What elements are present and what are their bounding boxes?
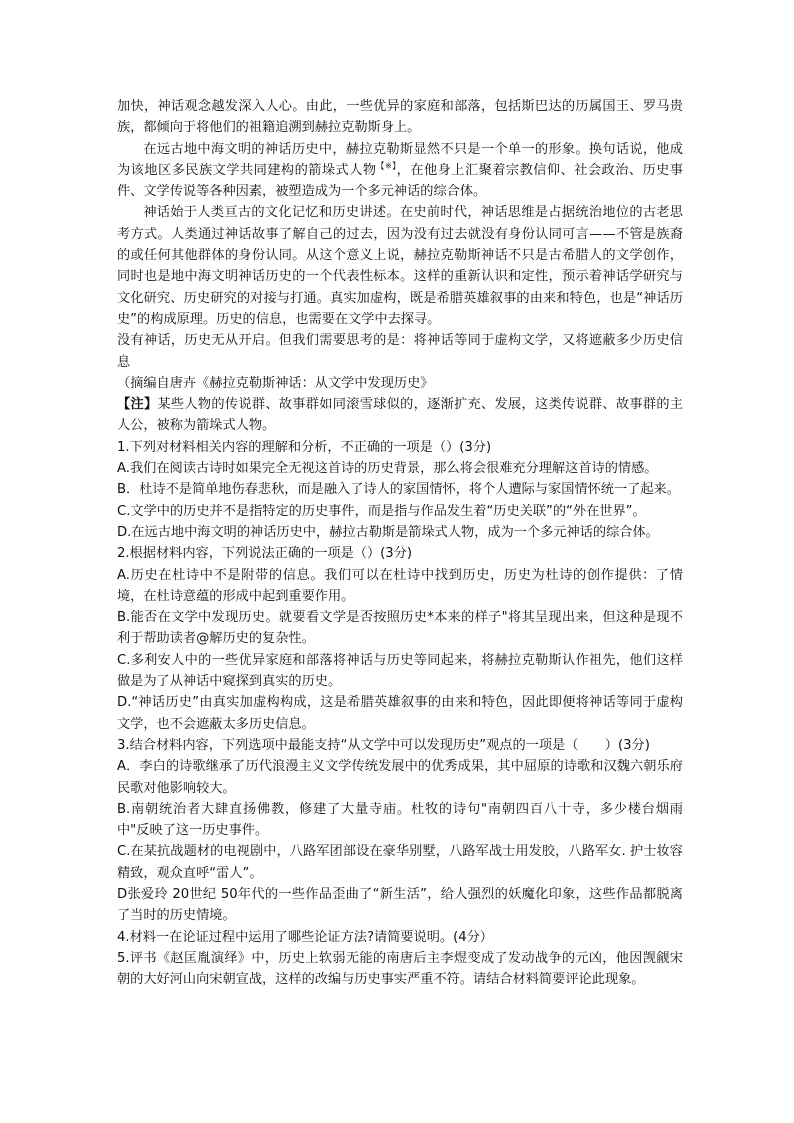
passage-paragraph-0: 加快，神话观念越发深入人心。由此，一些优异的家庭和部落，包括斯巴达的历属国王、罗马贵族，都倾向于将他们的祖籍追溯到赫拉克勒斯身上。 <box>117 99 683 136</box>
question-5: 5.评书《赵匡胤演绎》中，历史上软弱无能的南唐后主李煜变成了发动战争的元凶，他因觊觎宋朝的大好河山向宋朝宣战，这样的改编与历史事实严重不符。请结合材料简要评论此现象。 <box>117 950 683 988</box>
question-2-option-a: A.历史在杜诗中不是附带的信息。我们可以在杜诗中找到历史，历史为杜诗的创作提供：了情境，在杜诗意蕴的形成中起到重要作用。 <box>117 567 683 604</box>
question-1-option-c: C.文学中的历史并不是指特定的历史事件，而是指与作品发生着“历史关联”的“外在世界”。 <box>117 503 646 519</box>
question-1-stem: 1.下列对材料相关内容的理解和分析，不正确的一项是（）(3分) <box>117 439 492 455</box>
passage-source: （摘编自唐卉《赫拉克勒斯神话：从文学中发现历史》 <box>117 375 434 391</box>
passage-paragraph-2: 神话始于人类亘古的文化记忆和历史讲述。在史前时代，神话思维是占据统治地位的古老思考方式。人类通过神话故事了解自己的过去，因为没有过去就没有身份认同可言——不管是族裔的或任何其他群体的身份认同。从这个意义上说，赫拉克勒斯神话不只是古希腊人的文学创作，同时也是地中海文明神话历史的一个代表性标本。这样的重新认识和定性，预示着神话学研究与文化研究、历史研究的对接与打通。真实加虚构，既是希腊英雄叙事的由来和特色，也是“神话历史”的构成原理。历史的信息，也需要在文学中去探寻。 <box>117 205 683 327</box>
passage-paragraph-3: 没有神话，历史无从开启。但我们需要思考的是：将神话等同于虚构文学，又将遮蔽多少历史信息 <box>117 333 683 370</box>
question-2-stem: 2.根据材料内容，下列说法正确的一项是（）(3分) <box>117 546 413 562</box>
question-4: 4.材料一在论证过程中运用了哪些论证方法?请简要说明。(4分） <box>117 929 493 945</box>
question-3-option-a: A．李白的诗歌继承了历代浪漫主义文学传统发展中的优秀成果，其中屈原的诗歌和汉魏六朝乐府民歌对他影响较大。 <box>117 759 683 796</box>
footnote-marker: 【※】 <box>376 161 397 171</box>
passage-paragraph-1-end: ，在他身上汇聚着宗教信仰、社会政治、历史事件、文学传说等各种因素，被塑造成为一个多元神话的综合体。 <box>117 162 684 200</box>
passage-paragraph-1-start: 在远古地中海文明的神话历史中，赫拉克勒斯显然不只是一个单一的形象。换句话说，他成为该地区多民族文学共同建构的箭垛式人物 <box>117 141 683 178</box>
question-3-option-d: D张爱玲 20世纪 50年代的一些作品歪曲了“新生活”，给人强烈的妖魔化印象，这些作品都脱离了当时的历史情境。 <box>117 886 683 924</box>
question-3-option-c: C.在某抗战题材的电视剧中，八路军团部设在豪华别墅，八路军战士用发胶，八路军女. 护士妆容精致，观众直呼“雷人”。 <box>117 844 683 881</box>
note-tag: 【注】 <box>117 397 158 413</box>
question-2-option-c: C.多利安人中的一些优异家庭和部落将神话与历史等同起来，将赫拉克勒斯认作祖先，他们这样做是为了从神话中窥探到真实的历史。 <box>117 652 683 690</box>
note-text: 某些人物的传说群、故事群如同滚雪球似的，逐渐扩充、发展，这类传说群、故事群的主人公，被称为箭垛式人物。 <box>117 397 683 434</box>
question-1-option-d: D.在远古地中海文明的神话历史中，赫拉古勒斯是箭垛式人物，成为一个多元神话的综合体。 <box>117 524 659 540</box>
question-1-option-b: B．杜诗不是简单地伤春悲秋，而是融入了诗人的家国情怀，将个人遭际与家国情怀统一了起来。 <box>117 482 680 498</box>
document-page <box>117 96 683 990</box>
question-3-option-b: B.南朝统治者大肆直扬佛教，修建了大量寺庙。杜牧的诗句"南朝四百八十寺，多少楼台烟雨中"反映了这一历史事件。 <box>117 801 683 839</box>
passage-note <box>117 394 683 437</box>
question-3-stem: 3.结合材料内容，下列选项中最能支持“从文学中可以发现历史”观点的一项是（ ）(3分) <box>117 737 650 753</box>
passage-paragraph-1 <box>117 139 683 203</box>
question-1-option-a: A.我们在阅读古诗时如果完全无视这首诗的历史背景，那么将会很难充分理解这首诗的情感。 <box>117 461 658 477</box>
question-2-option-b: B.能否在文学中发现历史。就要看文学是否按照历史*本来的样子"将其呈现出来，但这种是现不利于帮助读者@解历史的复杂性。 <box>117 610 683 647</box>
question-2-option-d: D.“神话历史”由真实加虚构构成，这是希腊英雄叙事的由来和特色，因此即便将神话等同于虚构文学，也不会遮蔽太多历史信息。 <box>117 695 683 732</box>
